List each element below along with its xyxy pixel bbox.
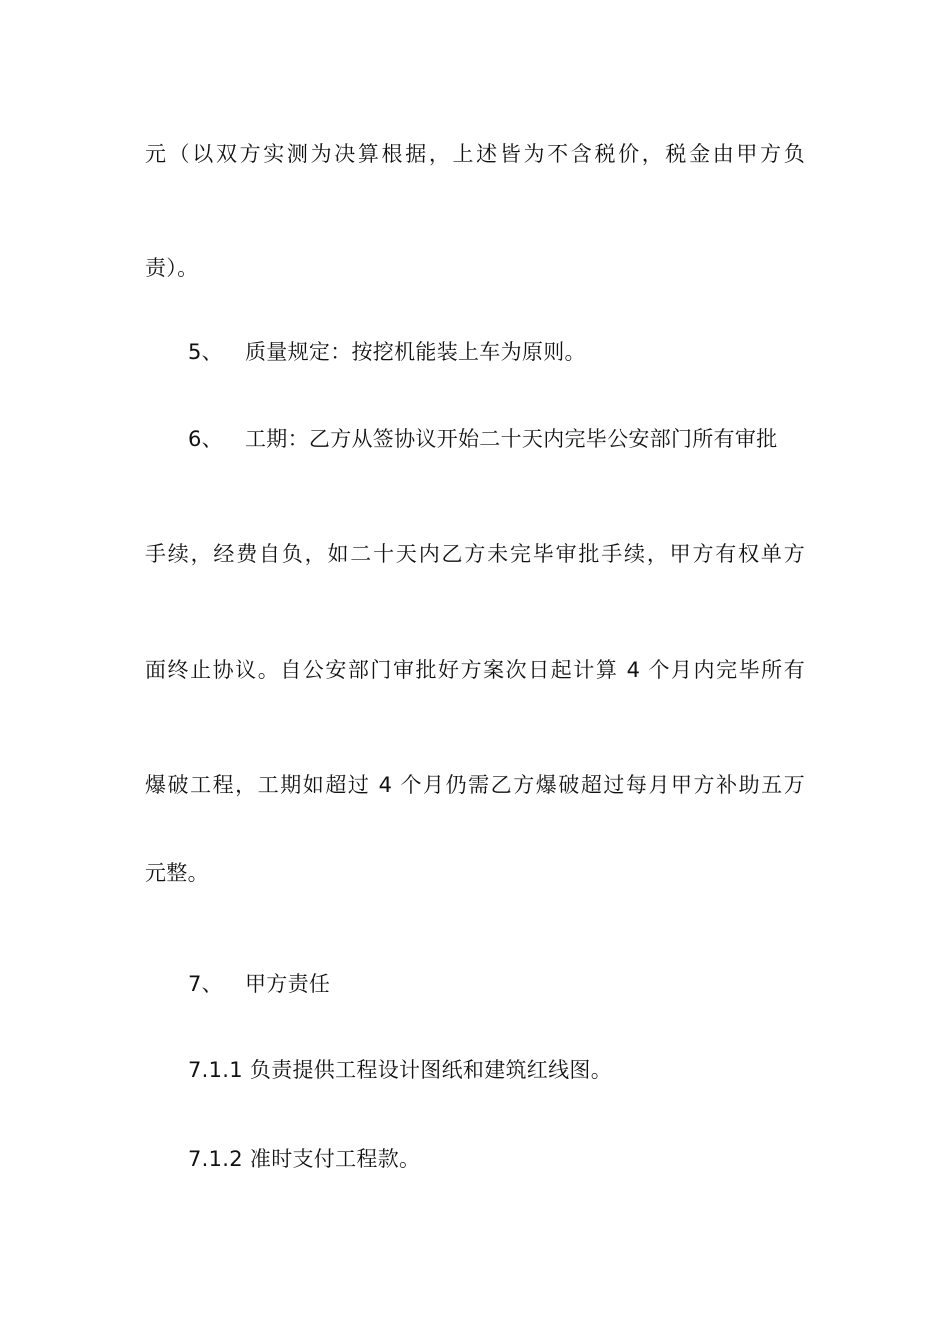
clause-6 xyxy=(188,424,778,454)
clause-number: 6、 xyxy=(188,427,223,451)
paragraph-line: 元（以双方实测为决算根据，上述皆为不含税价，税金由甲方负 xyxy=(145,142,805,166)
clause-number: 5、 xyxy=(188,340,223,364)
paragraph-line: 面终止协议。自公安部门审批好方案次日起计算 4 个月内完毕所有 xyxy=(145,658,805,682)
paragraph-line: 元整。 xyxy=(145,861,209,885)
clause-text: 甲方责任 xyxy=(245,972,331,996)
paragraph-line: 责）。 xyxy=(145,256,199,280)
paragraph-line: 爆破工程，工期如超过 4 个月仍需乙方爆破超过每月甲方补助五万 xyxy=(145,773,805,797)
subclause-7-1-1: 7.1.1 负责提供工程设计图纸和建筑红线图。 xyxy=(188,1058,613,1082)
clause-text: 工期：乙方从签协议开始二十天内完毕公安部门所有审批 xyxy=(245,427,778,451)
subclause-7-1-2: 7.1.2 准时支付工程款。 xyxy=(188,1147,421,1171)
clause-7 xyxy=(188,969,330,999)
paragraph-line: 手续，经费自负，如二十天内乙方未完毕审批手续，甲方有权单方 xyxy=(145,542,805,566)
clause-5 xyxy=(188,337,586,367)
clause-text: 质量规定：按挖机能装上车为原则。 xyxy=(245,340,586,364)
clause-number: 7、 xyxy=(188,972,223,996)
